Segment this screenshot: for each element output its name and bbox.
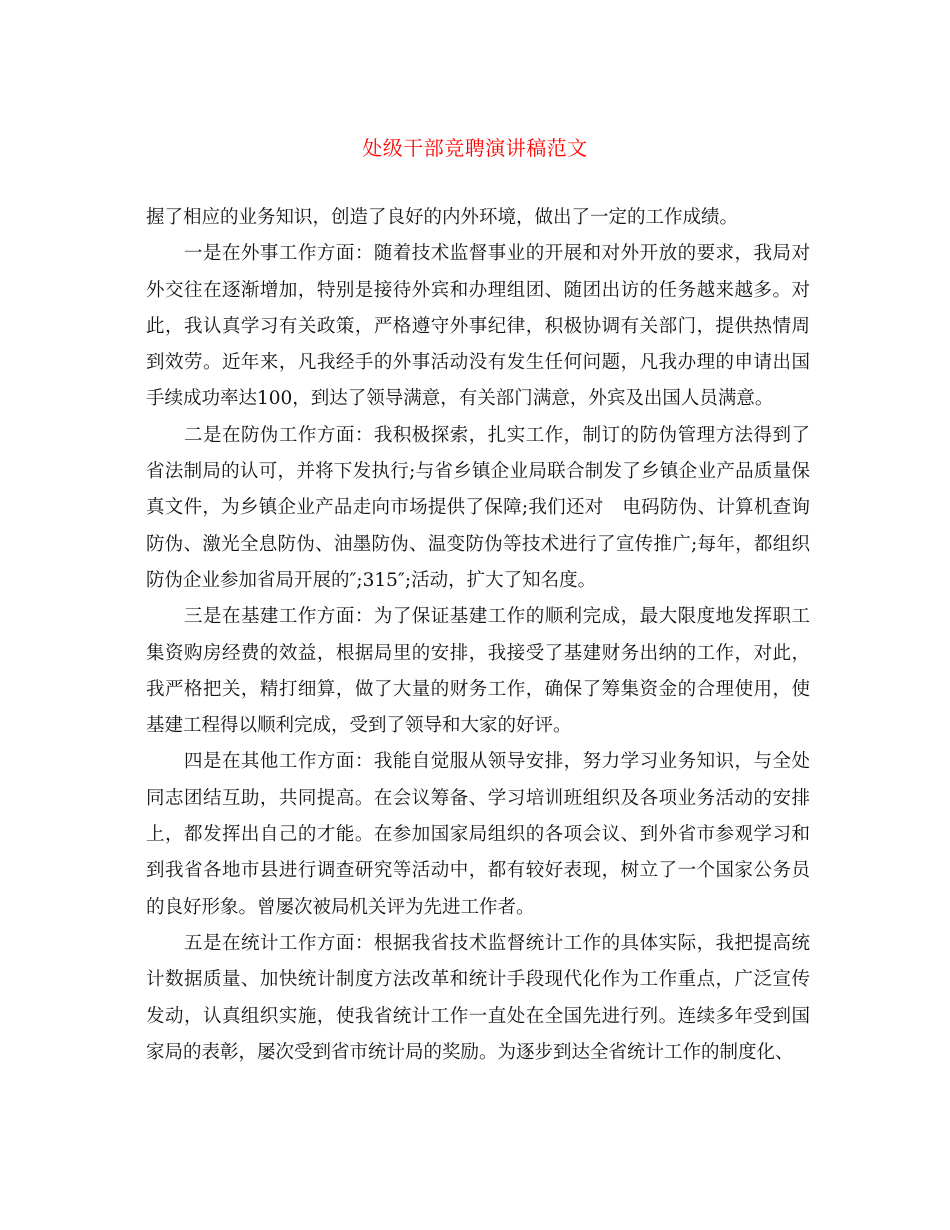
document-title: 处级干部竞聘演讲稿范文 [362, 136, 588, 160]
paragraph-construction: 三是在基建工作方面：为了保证基建工作的顺利完成，最大限度地发挥职工集资购房经费的效益，根据局里的安排，我接受了基建财务出纳的工作，对此，我严格把关，精打细算，做了大量的财务工作，确保了筹集资金的合理使用，使基建工程得以顺利完成，受到了领导和大家的好评。 [146, 606, 810, 737]
paragraph-statistics: 五是在统计工作方面：根据我省技术监督统计工作的具体实际，我把提高统计数据质量、加快统计制度方法改革和统计手段现代化作为工作重点，广泛宣传发动，认真组织实施，使我省统计工作一直处在全国先进行列。连续多年受到国家局的表彰，屡次受到省市统计局的奖励。为逐步到达全省统计工作的制度化、 [146, 932, 810, 1063]
document-body [146, 200, 810, 1071]
paragraph-foreign-affairs: 一是在外事工作方面：随着技术监督事业的开展和对外开放的要求，我局对外交往在逐渐增加，特别是接待外宾和办理组团、随团出访的任务越来越多。对此，我认真学习有关政策，严格遵守外事纪律，积极协调有关部门，提供热情周到效劳。近年来，凡我经手的外事活动没有发生任何问题，凡我办理的申请出国手续成功率达100，到达了领导满意，有关部门满意，外宾及出国人员满意。 [146, 243, 810, 410]
paragraph-continuation: 握了相应的业务知识，创造了良好的内外环境，做出了一定的工作成绩。 [146, 207, 739, 228]
paragraph-anti-counterfeiting: 二是在防伪工作方面：我积极探索，扎实工作，制订的防伪管理方法得到了省法制局的认可，并将下发执行;与省乡镇企业局联合制发了乡镇企业产品质量保真文件，为乡镇企业产品走向市场提供了保障;我们还对 电码防伪、计算机查询防伪、激光全息防伪、油墨防伪、温变防伪等技术进行了宣传推广;每年，都组织防伪企业参加省局开展的″;315″;活动，扩大了知名度。 [146, 424, 810, 591]
paragraph-other-work: 四是在其他工作方面：我能自觉服从领导安排，努力学习业务知识，与全处同志团结互助，共同提高。在会议筹备、学习培训班组织及各项业务活动的安排上，都发挥出自己的才能。在参加国家局组织的各项会议、到外省市参观学习和到我省各地市县进行调查研究等活动中，都有较好表现，树立了一个国家公务员的良好形象。曾屡次被局机关评为先进工作者。 [146, 751, 810, 918]
